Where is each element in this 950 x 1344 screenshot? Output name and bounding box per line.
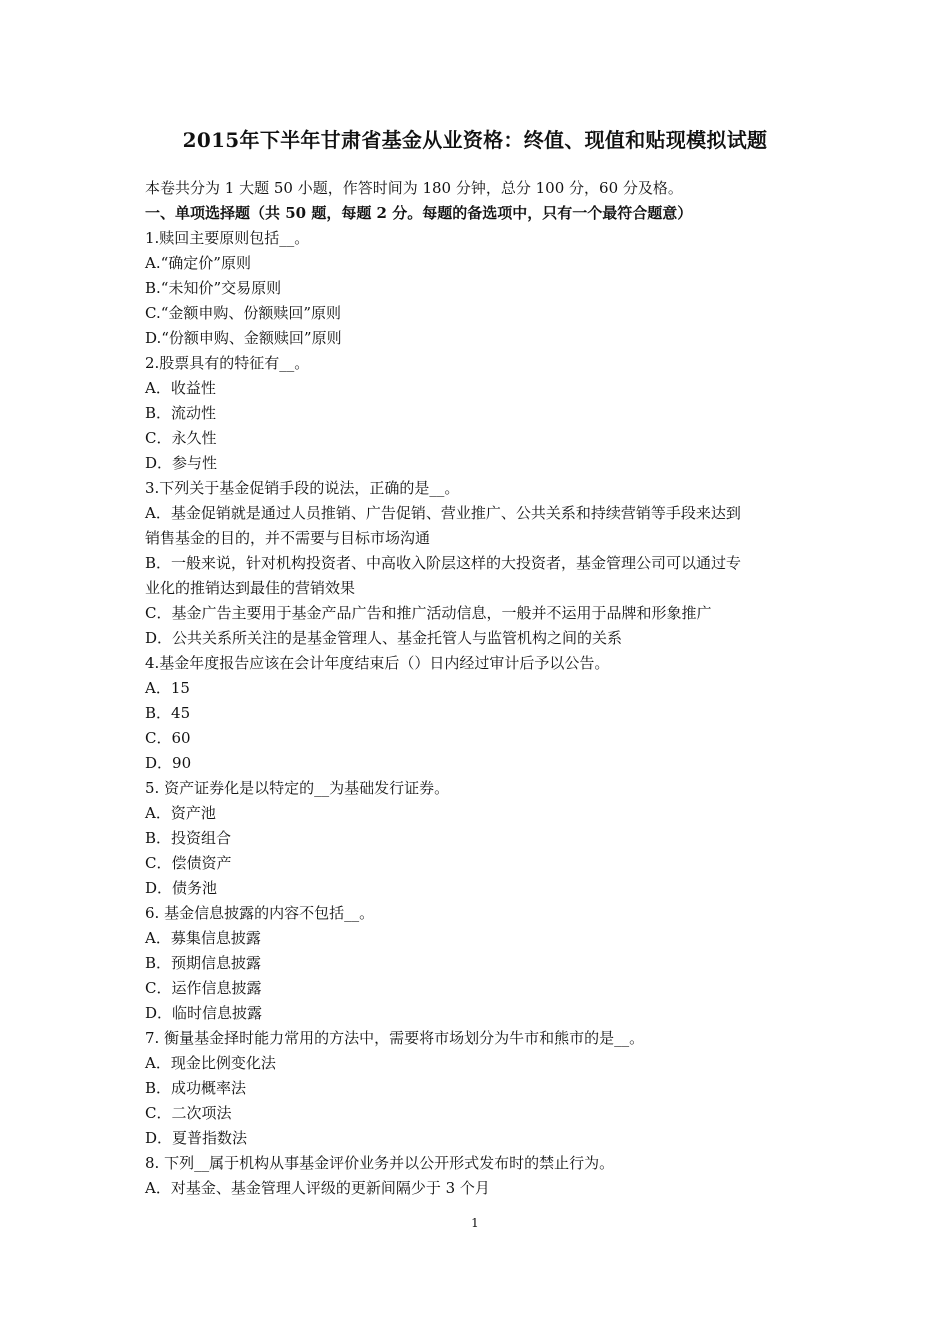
text-line: B．一般来说，针对机构投资者、中高收入阶层这样的大投资者，基金管理公司可以通过专 — [145, 554, 742, 572]
text-line: 本卷共分为 1 大题 50 小题，作答时间为 180 分钟，总分 100 分，60 分及格。 — [145, 179, 683, 197]
text-line: C．60 — [145, 729, 191, 747]
text-line: A．对基金、基金管理人评级的更新间隔少于 3 个月 — [145, 1179, 490, 1197]
text-line: D．夏普指数法 — [145, 1129, 248, 1147]
text-line: C．永久性 — [145, 429, 217, 447]
text-line: A.“确定价”原则 — [145, 254, 251, 272]
text-line: D.“份额申购、金额赎回”原则 — [145, 329, 342, 347]
text-line: A．资产池 — [145, 804, 216, 822]
text-line: B．投资组合 — [145, 829, 232, 847]
text-line: A．15 — [145, 679, 190, 697]
text-line: 2.股票具有的特征有__。 — [145, 354, 310, 372]
text-line: B．成功概率法 — [145, 1079, 247, 1097]
text-line: C．偿债资产 — [145, 854, 232, 872]
text-line: C．基金广告主要用于基金产品广告和推广活动信息，一般并不运用于品牌和形象推广 — [145, 604, 712, 622]
text-line: 1.赎回主要原则包括__。 — [145, 229, 310, 247]
document-title: 2015年下半年甘肃省基金从业资格：终值、现值和贴现模拟试题 — [182, 128, 768, 152]
text-line: 4.基金年度报告应该在会计年度结束后（）日内经过审计后予以公告。 — [145, 654, 610, 672]
text-line: 5. 资产证券化是以特定的__为基础发行证券。 — [145, 779, 450, 797]
text-line: B．流动性 — [145, 404, 217, 422]
text-line: 3.下列关于基金促销手段的说法，正确的是__。 — [145, 479, 460, 497]
text-line: A．募集信息披露 — [145, 929, 261, 947]
page-number: 1 — [471, 1216, 479, 1230]
text-line: D．临时信息披露 — [145, 1004, 263, 1022]
text-line: 8. 下列__属于机构从事基金评价业务并以公开形式发布时的禁止行为。 — [145, 1154, 615, 1172]
text-line: B.“未知价”交易原则 — [145, 279, 282, 297]
text-line: C．二次项法 — [145, 1104, 232, 1122]
text-line: D．90 — [145, 754, 192, 772]
text-line: A．现金比例变化法 — [145, 1054, 276, 1072]
text-line: D．参与性 — [145, 454, 218, 472]
text-line: 业化的推销达到最佳的营销效果 — [145, 579, 356, 597]
text-line: C．运作信息披露 — [145, 979, 262, 997]
text-line: 销售基金的目的，并不需要与目标市场沟通 — [145, 529, 431, 547]
text-line: 7. 衡量基金择时能力常用的方法中，需要将市场划分为牛市和熊市的是__。 — [145, 1029, 645, 1047]
text-line: 6. 基金信息披露的内容不包括__。 — [145, 904, 375, 922]
text-line: C.“金额申购、份额赎回”原则 — [145, 304, 342, 322]
text-line: B．45 — [145, 704, 191, 722]
text-line: D．债务池 — [145, 879, 218, 897]
text-line: 一、单项选择题（共 50 题，每题 2 分。每题的备选项中，只有一个最符合题意） — [145, 204, 693, 222]
text-line: D．公共关系所关注的是基金管理人、基金托管人与监管机构之间的关系 — [145, 629, 623, 647]
text-line: B．预期信息披露 — [145, 954, 262, 972]
document-body — [145, 176, 825, 1201]
text-line: A．收益性 — [145, 379, 216, 397]
text-line: A．基金促销就是通过人员推销、广告促销、营业推广、公共关系和持续营销等手段来达到 — [145, 504, 741, 522]
